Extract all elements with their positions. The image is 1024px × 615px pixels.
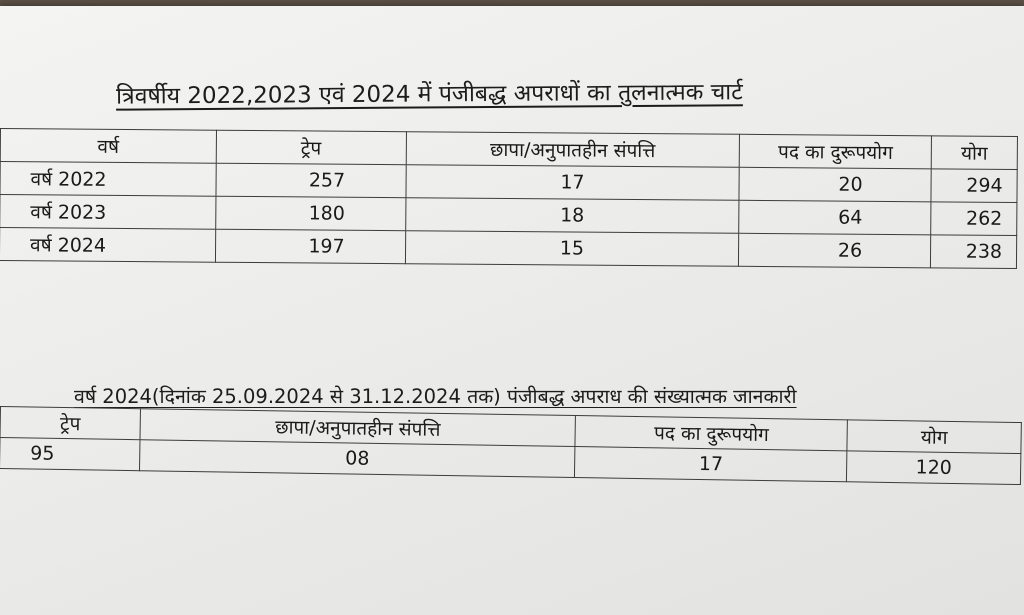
cell-total: 294 (931, 169, 1017, 203)
header-raid: छापा/अनुपातहीन संपत्ति (140, 409, 576, 447)
cell-misuse: 20 (739, 167, 931, 202)
document-page (0, 6, 1024, 615)
cell-trap: 197 (215, 229, 405, 263)
cell-year: वर्ष 2023 (0, 195, 216, 230)
header-trap: ट्रेप (0, 407, 140, 440)
header-raid: छापा/अनुपातहीन संपत्ति (406, 132, 740, 168)
cell-total: 120 (847, 451, 1021, 485)
header-total: योग (931, 136, 1017, 170)
period-info-title: वर्ष 2024(दिनांक 25.09.2024 से 31.12.2024 तक) पंजीबद्ध अपराध की संख्यात्मक जानकारी (74, 385, 797, 408)
period-table (0, 406, 1022, 485)
cell-trap: 257 (216, 163, 406, 197)
cell-trap: 180 (215, 196, 405, 230)
cell-misuse: 17 (575, 447, 847, 482)
comparative-chart-title: त्रिवर्षीय 2022,2023 एवं 2024 में पंजीबद्ध अपराधों का तुलनात्मक चार्ट (115, 79, 743, 110)
cell-raid: 15 (405, 231, 739, 267)
cell-raid: 08 (139, 440, 575, 478)
cell-misuse: 64 (739, 200, 931, 235)
table-row (0, 228, 1017, 269)
header-misuse: पद का दुरूपयोग (739, 134, 931, 169)
header-total: योग (847, 420, 1021, 454)
cell-total: 262 (931, 202, 1017, 236)
cell-trap: 95 (0, 438, 140, 471)
header-trap: ट्रेप (216, 130, 406, 164)
header-misuse: पद का दुरूपयोग (575, 416, 847, 451)
cell-misuse: 26 (739, 233, 931, 268)
cell-year: वर्ष 2022 (0, 162, 216, 197)
cell-raid: 17 (406, 165, 740, 201)
cell-total: 238 (930, 235, 1016, 269)
cell-raid: 18 (405, 198, 739, 234)
comparative-table (0, 128, 1018, 269)
cell-year: वर्ष 2024 (0, 228, 215, 263)
header-year: वर्ष (0, 129, 216, 164)
